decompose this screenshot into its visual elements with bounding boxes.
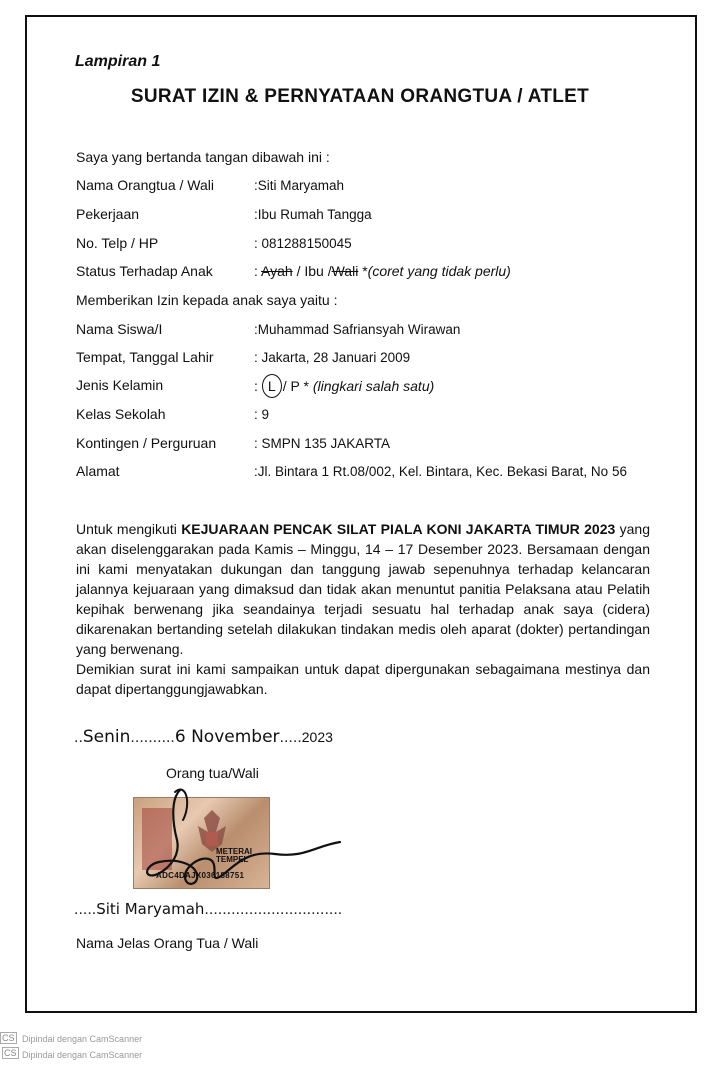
status-label: Status Terhadap Anak — [76, 263, 213, 279]
stamp-serial: ADC4DAJX036188751 — [156, 871, 245, 880]
birth-value: : Jakarta, 28 Januari 2009 — [254, 350, 411, 365]
statement-paragraph: Untuk mengikuti KEJUARAAN PENCAK SILAT PIALA KONI JAKARTA TIMUR 2023 yang akan diselenggarakan pada Kamis – Minggu, 14 – 17 Desember 2023. Bersamaan dengan ini kami menyatakan dukungan dan tanggung jawab sepenuhnya terhadap kelancaran jalannya kejuaraan yang dimaksud dan tidak akan menuntut panitia Pelaksana atau Pelatih kepihak berwenang jika seandainya terjadi sesuatu hal terhadap anak saya (cidera) dikarenakan bertanding setelah dilakukan tindakan medis oleh aparat (dokter) pertandingan yang berwenang. — [76, 521, 650, 657]
birth-label: Tempat, Tanggal Lahir — [76, 349, 214, 365]
address-value: :Jl. Bintara 1 Rt.08/002, Kel. Bintara, Kec. Bekasi Barat, No 56 — [254, 464, 627, 479]
intro-text: Saya yang bertanda tangan dibawah ini : — [76, 149, 330, 165]
status-value: : Ayah / Ibu /Wali *(coret yang tidak perlu) — [254, 263, 511, 279]
signer-name: Siti Maryamah — [96, 900, 205, 918]
signer-role: Orang tua/Wali — [166, 765, 259, 781]
event-name: KEJUARAAN PENCAK SILAT PIALA KONI JAKARTA TIMUR 2023 — [181, 521, 616, 537]
signer-caption: Nama Jelas Orang Tua / Wali — [76, 935, 259, 951]
class-label: Kelas Sekolah — [76, 406, 166, 422]
attachment-label: Lampiran 1 — [75, 53, 161, 70]
permission-intro: Memberikan Izin kepada anak saya yaitu : — [76, 292, 338, 308]
gender-selected-circle: L — [262, 374, 282, 398]
class-value: : 9 — [254, 407, 270, 422]
phone-label: No. Telp / HP — [76, 235, 159, 251]
camscanner-logo-icon: CS — [2, 1033, 15, 1043]
team-label: Kontingen / Perguruan — [76, 435, 217, 451]
gender-label: Jenis Kelamin — [76, 377, 164, 393]
student-name-value: :Muhammad Safriansyah Wirawan — [254, 322, 461, 337]
stamp-text: METERAI TEMPEL — [216, 847, 252, 864]
scanner-watermark-2: Dipindai dengan CamScanner — [22, 1050, 143, 1060]
gender-value: : L / P * (lingkari salah satu) — [254, 374, 434, 398]
address-label: Alamat — [76, 463, 120, 479]
signing-date: ..Senin..........6 November.....2023 — [74, 727, 333, 747]
scanner-watermark-1: Dipindai dengan CamScanner — [22, 1034, 143, 1044]
phone-value: : 081288150045 — [254, 236, 352, 251]
job-label: Pekerjaan — [76, 206, 140, 222]
parent-name-label: Nama Orangtua / Wali — [76, 177, 214, 193]
signature-scribble — [125, 780, 355, 900]
team-value: : SMPN 135 JAKARTA — [254, 436, 391, 451]
camscanner-logo-icon-2: CS — [4, 1048, 17, 1058]
job-value: :Ibu Rumah Tangga — [254, 207, 372, 222]
student-name-label: Nama Siswa/I — [76, 321, 163, 337]
parent-name-value: :Siti Maryamah — [254, 178, 345, 193]
signer-name-line: .....Siti Maryamah............................... — [74, 900, 343, 918]
document-title: SURAT IZIN & PERNYATAAN ORANGTUA / ATLET — [130, 86, 590, 107]
closing-paragraph: Demikian surat ini kami sampaikan untuk dapat dipergunakan sebagaimana mestinya dan dapat dipertanggungjawabkan. — [76, 661, 650, 697]
